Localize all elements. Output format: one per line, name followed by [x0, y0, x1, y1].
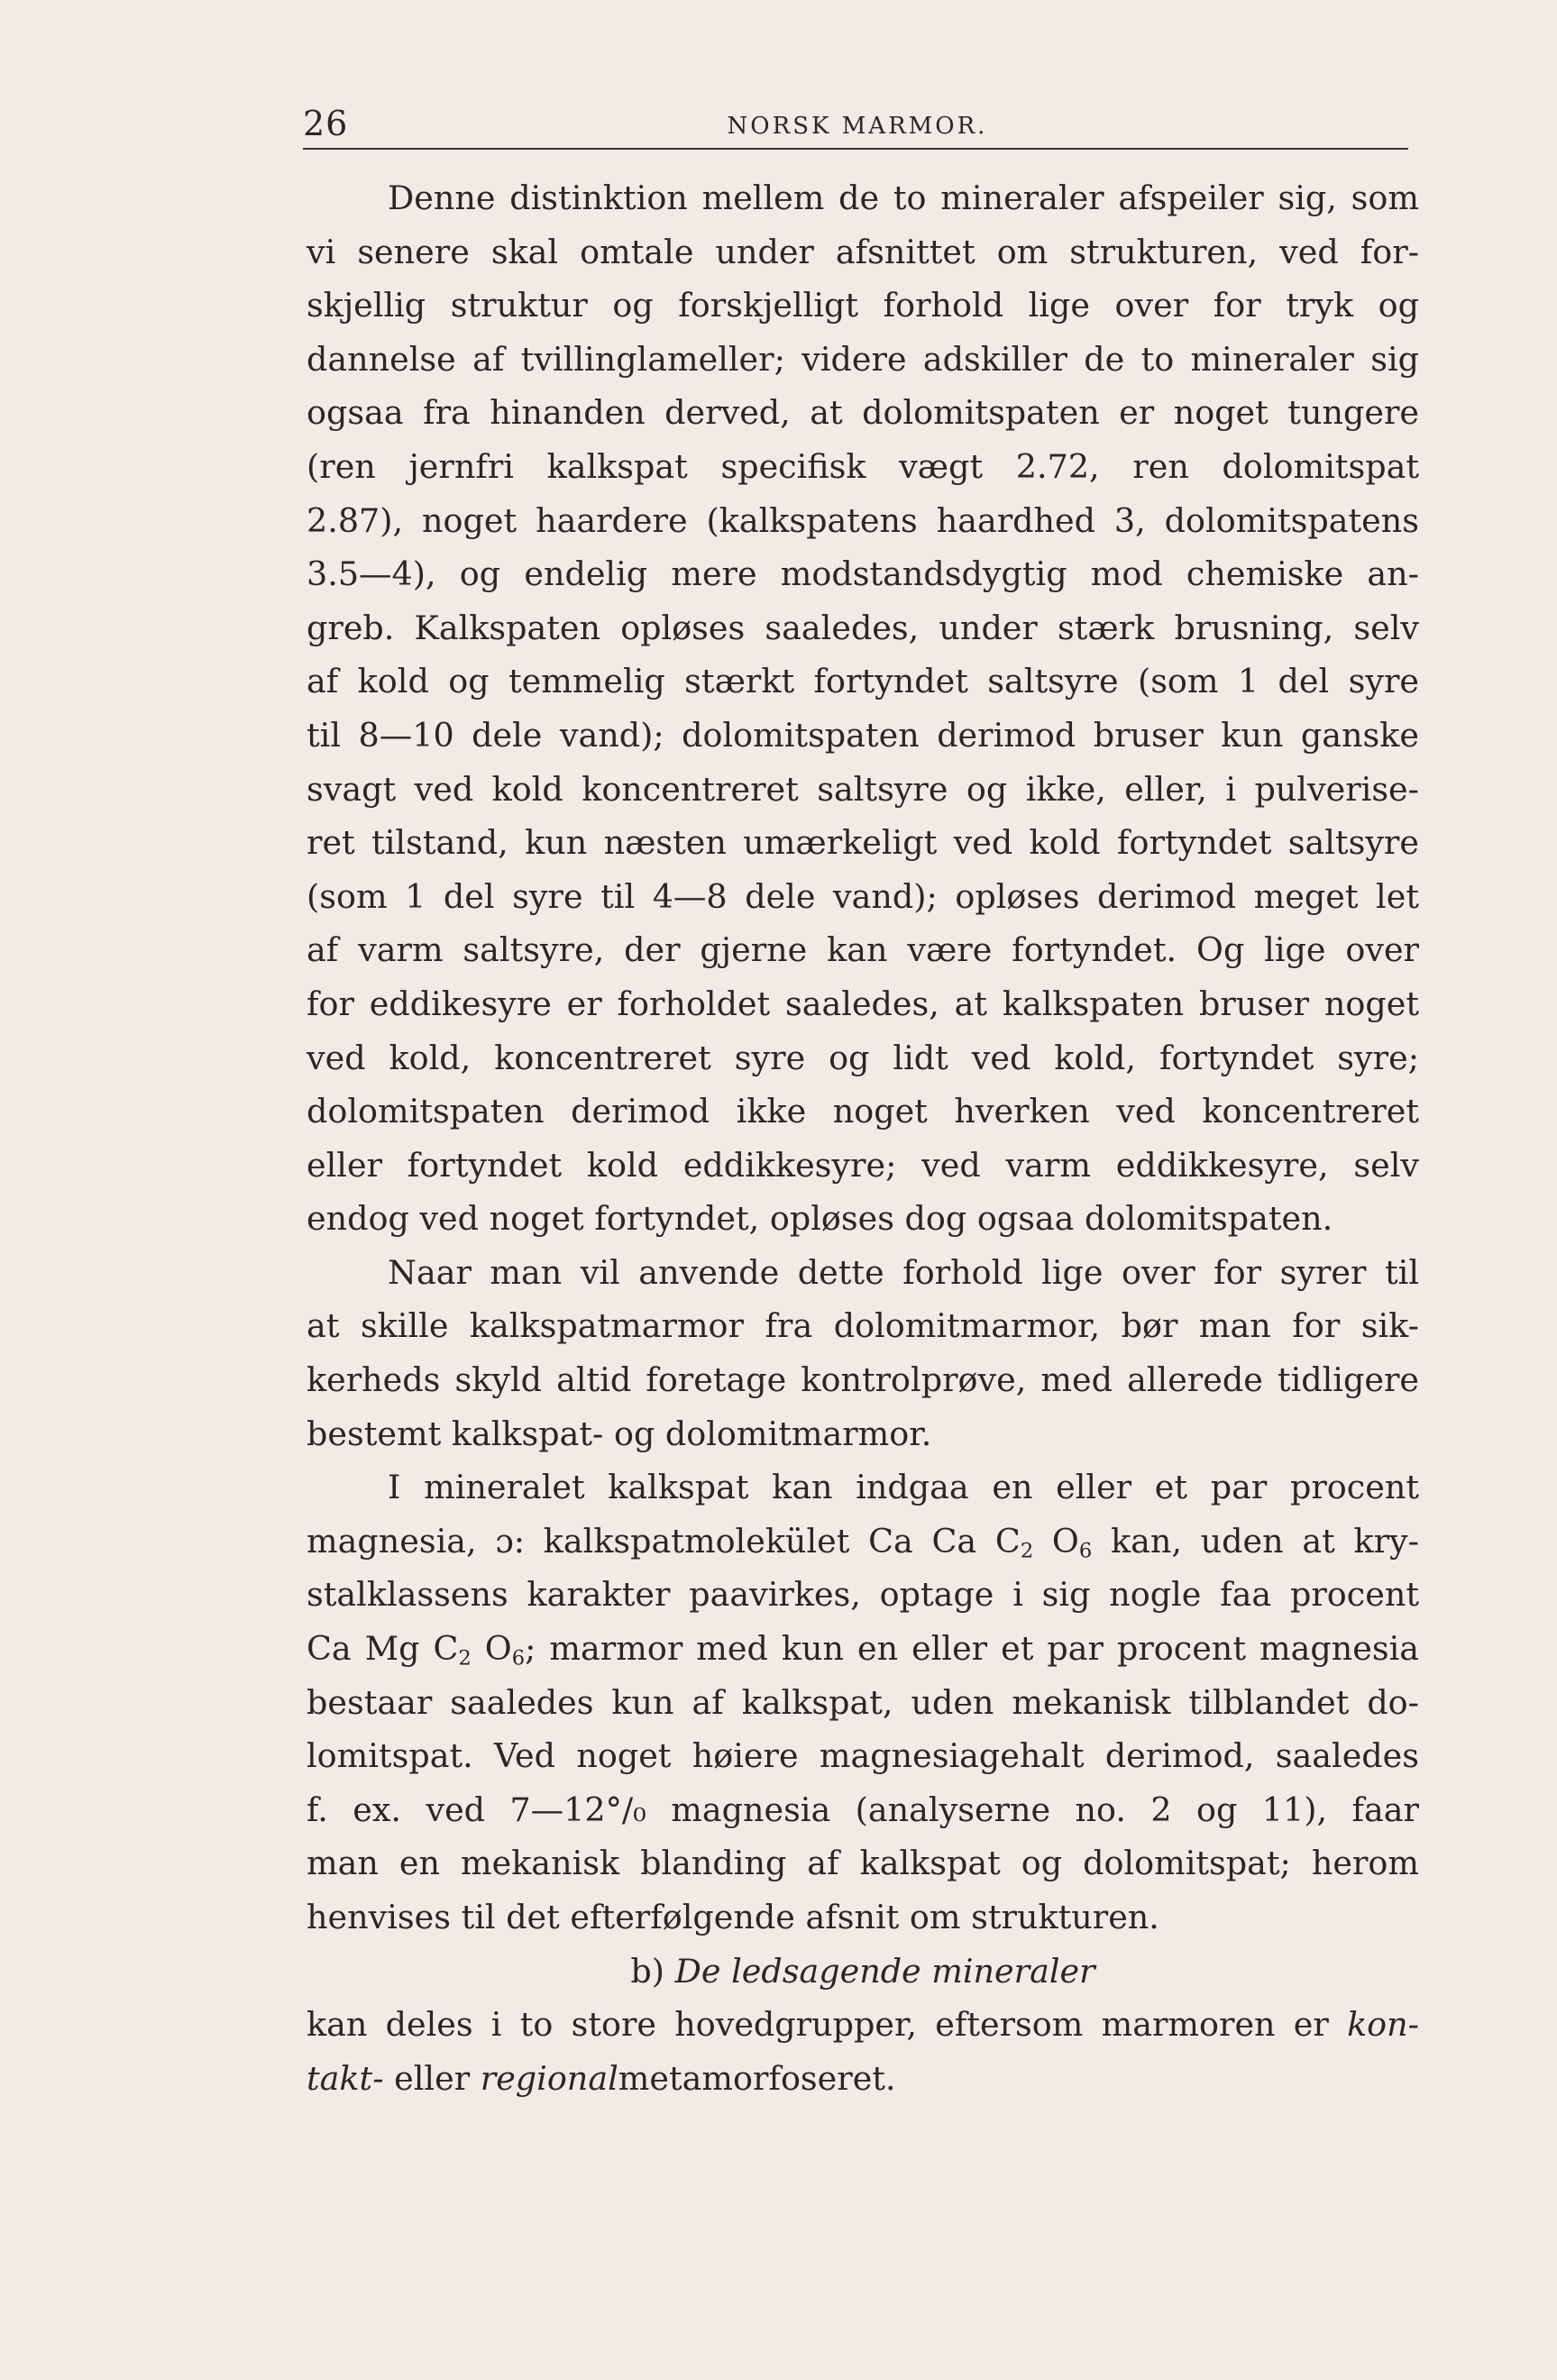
section-title: De ledsagende mineraler: [674, 1951, 1095, 1991]
text-line: ret tilstand, kun næsten umærkeligt ved kold fortyndet saltsyre: [307, 823, 1419, 863]
text-line: eller fortyndet kold eddikkesyre; ved varm eddikkesyre, selv: [307, 1145, 1419, 1185]
text-line: (som 1 del syre til 4—8 dele vand); opløses derimod meget let: [307, 876, 1419, 916]
text-line-formula: Ca Mg $C_2$ $O_6$; marmor med kun en eller et par procent magnesia: [307, 1629, 1420, 1671]
text-line: ved kold, koncentreret syre og lidt ved kold, fortyndet syre;: [307, 1038, 1419, 1077]
text-line: stalklassens karakter paavirkes, optage i sig nogle faa procent: [307, 1575, 1419, 1615]
text-line: kan deles i to store hovedgrupper, eftersom marmoren er kon-: [307, 2005, 1419, 2045]
text-line: vi senere skal omtale under afsnittet om strukturen, ved for-: [307, 232, 1419, 271]
text-line: bestaar saaledes kun af kalkspat, uden mekanisk tilblandet do-: [307, 1682, 1419, 1722]
running-title: NORSK MARMOR.: [727, 113, 988, 140]
text-line: henvises til det efterfølgende afsnit om strukturen.: [307, 1898, 1159, 1936]
text-line: kerheds skyld altid foretage kontrolprøve, med allerede tidligere: [307, 1360, 1419, 1400]
section-label: b): [630, 1951, 665, 1991]
header-rule: [303, 148, 1408, 150]
text-line: dolomitspaten derimod ikke noget hverken ved koncentreret: [307, 1092, 1419, 1131]
text-line: skjellig struktur og forskjelligt forhold lige over for tryk og: [307, 286, 1419, 325]
text-line: endog ved noget fortyndet, opløses dog ogsaa dolomitspaten.: [307, 1199, 1333, 1239]
text-line-formula: magnesia, ɔ: kalkspatmolekület Ca Ca $C_2$ $O_6$ kan, uden at kry-: [307, 1521, 1420, 1563]
text-line: bestemt kalkspat- og dolomitmarmor.: [307, 1414, 932, 1453]
page-number: 26: [303, 104, 349, 143]
text-line: svagt ved kold koncentreret saltsyre og ikke, eller, i pulverise-: [307, 769, 1419, 809]
text-line: man en mekanisk blanding af kalkspat og dolomitspat; herom: [307, 1844, 1419, 1883]
text-line: lomitspat. Ved noget høiere magnesiagehalt derimod, saaledes: [307, 1736, 1419, 1776]
text-line: Denne distinktion mellem de to mineraler afspeiler sig, som: [388, 178, 1419, 217]
text-line: at skille kalkspatmarmor fra dolomitmarmor, bør man for sik-: [307, 1306, 1419, 1346]
text-line: 3.5—4), og endelig mere modstandsdygtig mod chemiske an-: [307, 554, 1419, 594]
text-line: af varm saltsyre, der gjerne kan være fortyndet. Og lige over: [307, 930, 1419, 970]
text-line: f. ex. ved 7—12°/₀ magnesia (analyserne no. 2 og 11), faar: [307, 1790, 1419, 1829]
section-heading: [307, 1945, 1419, 1999]
body-text: [307, 171, 1419, 2105]
text-line: til 8—10 dele vand); dolomitspaten derimod bruser kun ganske: [307, 715, 1419, 755]
text-line: ogsaa fra hinanden derved, at dolomitspaten er noget tungere: [307, 393, 1419, 433]
text-line: Naar man vil anvende dette forhold lige over for syrer til: [388, 1252, 1419, 1292]
text-line: greb. Kalkspaten opløses saaledes, under stærk brusning, selv: [307, 608, 1419, 647]
text-line: dannelse af tvillinglameller; videre adskiller de to mineraler sig: [307, 339, 1419, 379]
page-header: [303, 97, 1408, 150]
text-line: 2.87), noget haardere (kalkspatens haardhed 3, dolomitspatens: [307, 500, 1419, 540]
text-line: (ren jernfri kalkspat specifisk vægt 2.72, ren dolomitspat: [307, 446, 1419, 486]
text-line: takt- eller regionalmetamorfoseret.: [307, 2058, 896, 2098]
text-line: for eddikesyre er forholdet saaledes, at kalkspaten bruser noget: [307, 984, 1419, 1023]
text-line: I mineralet kalkspat kan indgaa en eller et par procent: [388, 1468, 1419, 1507]
text-line: af kold og temmelig stærkt fortyndet saltsyre (som 1 del syre: [307, 662, 1419, 701]
